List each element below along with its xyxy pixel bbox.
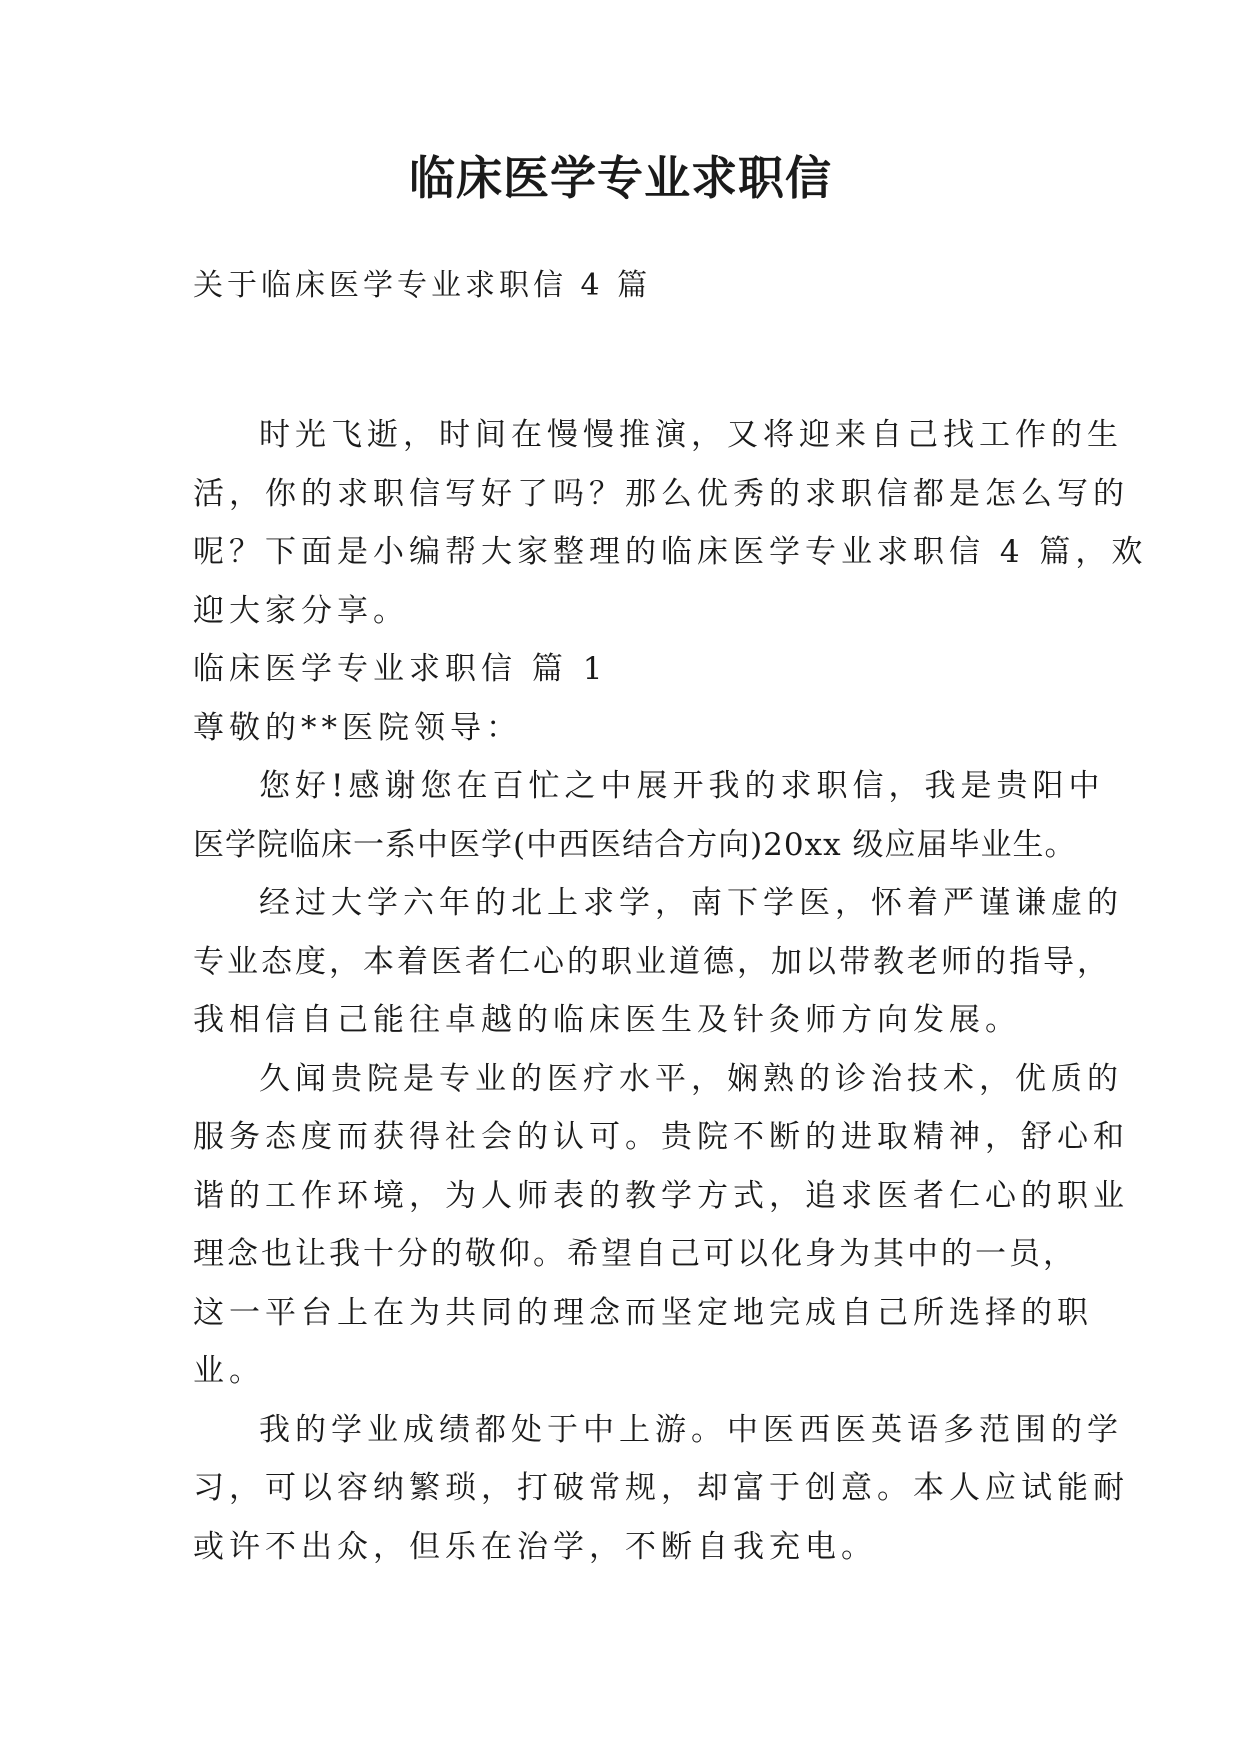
document-subtitle: 关于临床医学专业求职信 4 篇 bbox=[193, 268, 652, 303]
paragraph-line: 时光飞逝，时间在慢慢推演，又将迎来自己找工作的生 bbox=[259, 417, 1123, 453]
salutation: 尊敬的**医院领导： bbox=[193, 709, 522, 746]
paragraph-line: 理念也让我十分的敬仰。希望自己可以化身为其中的一员， bbox=[193, 1236, 1077, 1272]
paragraph-line: 您好!感谢您在百忙之中展开我的求职信，我是贵阳中 bbox=[259, 768, 1105, 804]
paragraph-line: 习，可以容纳繁琐，打破常规，却富于创意。本人应试能耐 bbox=[193, 1470, 1129, 1506]
paragraph-line: 活，你的求职信写好了吗？那么优秀的求职信都是怎么写的 bbox=[193, 475, 1129, 512]
paragraph-line: 迎大家分享。 bbox=[193, 592, 409, 629]
paragraph-line: 久闻贵院是专业的医疗水平，娴熟的诊治技术，优质的 bbox=[259, 1060, 1123, 1097]
paragraph-line: 这一平台上在为共同的理念而坚定地完成自己所选择的职 bbox=[193, 1294, 1093, 1331]
section-heading: 临床医学专业求职信 篇 1 bbox=[193, 651, 608, 687]
paragraph-line: 谐的工作环境，为人师表的教学方式，追求医者仁心的职业 bbox=[193, 1177, 1129, 1214]
paragraph-line: 我的学业成绩都处于中上游。中医西医英语多范围的学 bbox=[259, 1411, 1123, 1448]
paragraph-line: 业。 bbox=[193, 1353, 265, 1389]
paragraph-line: 我相信自己能往卓越的临床医生及针灸师方向发展。 bbox=[193, 1002, 1021, 1038]
paragraph-line: 专业态度，本着医者仁心的职业道德，加以带教老师的指导， bbox=[193, 943, 1111, 980]
document-title: 临床医学专业求职信 bbox=[409, 151, 832, 205]
paragraph-line: 呢？下面是小编帮大家整理的临床医学专业求职信 4 篇，欢 bbox=[193, 534, 1148, 570]
paragraph-line: 或许不出众，但乐在治学，不断自我充电。 bbox=[193, 1528, 877, 1565]
paragraph-line: 服务态度而获得社会的认可。贵院不断的进取精神，舒心和 bbox=[193, 1119, 1129, 1155]
paragraph-line: 经过大学六年的北上求学，南下学医，怀着严谨谦虚的 bbox=[259, 885, 1123, 921]
document-body bbox=[193, 406, 1148, 1576]
paragraph-line: 医学院临床一系中医学(中西医结合方向)20xx 级应届毕业生。 bbox=[193, 826, 1077, 863]
